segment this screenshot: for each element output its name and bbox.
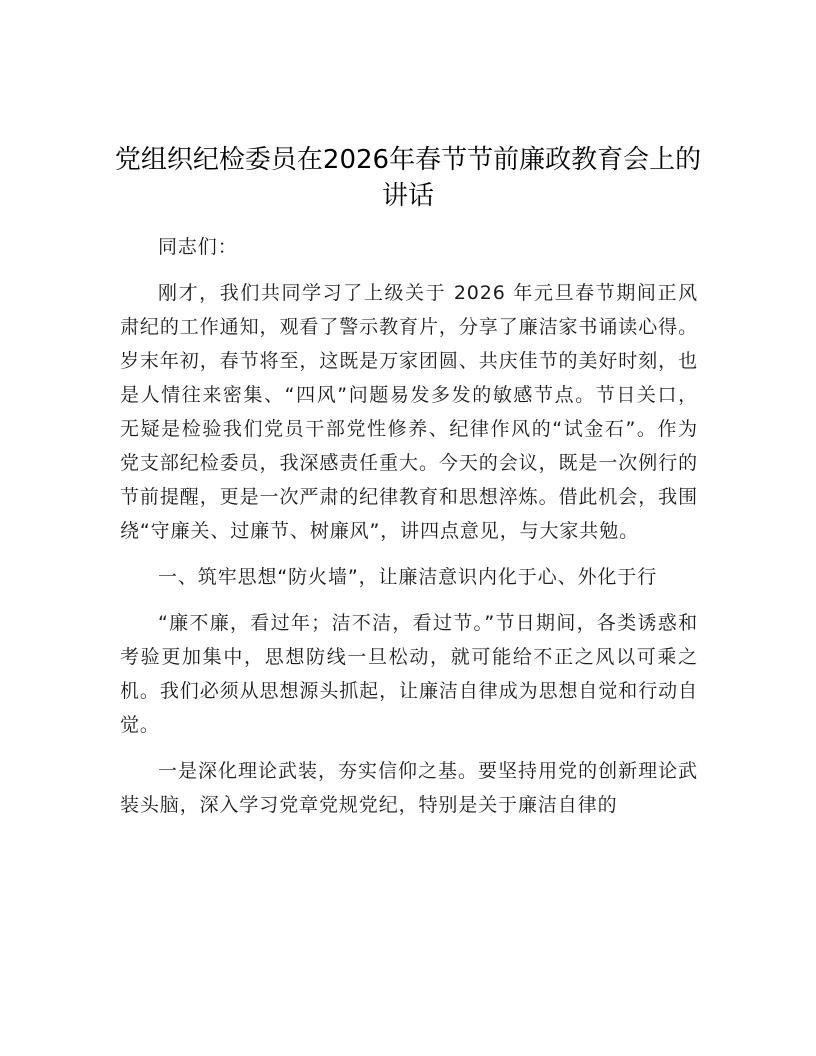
document-body	[120, 230, 698, 834]
body-paragraph: 一是深化理论武装，夯实信仰之基。要坚持用党的创新理论武装头脑，深入学习党章党规党纪，特别是关于廉洁自律的	[120, 760, 698, 816]
document-title: 党组织纪检委员在2026年春节节前廉政教育会上的讲话	[114, 145, 702, 211]
body-paragraph: “廉不廉，看过年；洁不洁，看过节。”节日期间，各类诱惑和考验更加集中，思想防线一旦松动，就可能给不正之风以可乘之机。我们必须从思想源头抓起，让廉洁自律成为思想自觉和行动自觉。	[120, 612, 698, 736]
section-heading-paragraph: 一、筑牢思想“防火墙”，让廉洁意识内化于心、外化于行	[158, 566, 658, 588]
intro-paragraph: 刚才，我们共同学习了上级关于 2026 年元旦春节期间正风肃纪的工作通知，观看了警示教育片，分享了廉洁家书诵读心得。岁末年初，春节将至，这既是万家团圆、共庆佳节的美好时刻，也是人情往来密集、“四风”问题易发多发的敏感节点。节日关口，无疑是检验我们党员干部党性修养、纪律作风的“试金石”。作为党支部纪检委员，我深感责任重大。今天的会议，既是一次例行的节前提醒，更是一次严肃的纪律教育和思想淬炼。借此机会，我围绕“守廉关、过廉节、树廉风”，讲四点意见，与大家共勉。	[120, 282, 698, 542]
salutation-paragraph: 同志们：	[158, 236, 238, 258]
